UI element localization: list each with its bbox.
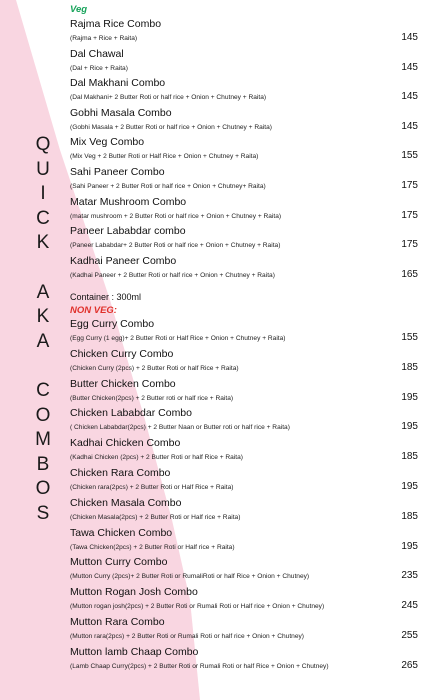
item-description: (Kadhai Chicken (2pcs) + 2 Butter Roti or half Rice + Raita) <box>70 454 243 462</box>
item-description: (matar mushroom + 2 Butter Roti or half rice + Onion + Chutney + Raita) <box>70 212 282 220</box>
item-description: (Mix Veg + 2 Butter Roti or Half Rice + Onion + Chutney + Raita) <box>70 153 259 161</box>
item-description: (Butter Chicken(2pcs) + 2 Butter roti or half rice + Raita) <box>70 394 234 402</box>
item-price: 175 <box>401 209 418 221</box>
item-name: Mutton Rogan Josh Combo <box>70 586 198 599</box>
item-name: Kadhai Chicken Combo <box>70 437 181 450</box>
item-price: 185 <box>401 361 418 373</box>
item-price: 195 <box>401 421 418 433</box>
item-price: 155 <box>401 150 418 162</box>
item-name: Dal Makhani Combo <box>70 77 166 90</box>
item-description: (Rajma + Rice + Raita) <box>70 35 138 42</box>
title-letter: K <box>36 306 50 328</box>
item-price: 165 <box>401 268 418 280</box>
item-description: (Chicken rara(2pcs) + 2 Butter Roti or Half Rice + Raita) <box>70 484 234 491</box>
title-letter: A <box>36 330 50 352</box>
item-name: Mutton Curry Combo <box>70 556 168 569</box>
item-name: Chicken Curry Combo <box>70 347 174 360</box>
item-description: (Dal Makhani+ 2 Butter Roti or half rice + Onion + Chutney + Raita) <box>70 94 267 102</box>
item-name: Mutton lamb Chaap Combo <box>70 645 199 658</box>
title-letter: C <box>36 207 50 229</box>
item-description: (Gobhi Masala + 2 Butter Roti or half rice + Onion + Chutney + Raita) <box>70 123 272 131</box>
item-name: Butter Chicken Combo <box>70 377 176 390</box>
item-name: Kadhai Paneer Combo <box>70 254 177 267</box>
veg-section-header: Veg <box>70 4 88 15</box>
item-description: (Mutton rara(2pcs) + 2 Butter Roti or Rumali Roti or half rice + Onion + Chutney) <box>70 633 304 640</box>
item-name: Gobhi Masala Combo <box>70 106 172 119</box>
item-price: 265 <box>401 659 418 671</box>
item-description: (Dal + Rice + Raita) <box>70 64 128 72</box>
item-name: Mix Veg Combo <box>70 136 145 149</box>
item-name: Sahi Paneer Combo <box>70 166 165 178</box>
item-name: Matar Mushroom Combo <box>70 195 187 208</box>
title-letter: K <box>36 232 50 254</box>
item-description: (Mutton rogan josh(2pcs) + 2 Butter Roti or Rumali Roti or Half rice + Onion + Chutney) <box>70 603 325 611</box>
title-letter: Q <box>35 134 51 155</box>
item-name: Chicken Rara Combo <box>70 467 171 479</box>
quick-aka-combos-title <box>30 133 56 527</box>
item-description: (Sahi Paneer + 2 Butter Roti or half rice + Onion + Chutney+ Raita) <box>70 183 266 190</box>
item-name: Chicken Masala Combo <box>70 496 182 509</box>
item-price: 145 <box>401 120 418 132</box>
item-price: 255 <box>401 630 418 641</box>
item-name: Tawa Chicken Combo <box>70 526 173 539</box>
item-description: (Tawa Chicken(2pcs) + 2 Butter Roti or Half rice + Raita) <box>70 543 235 551</box>
item-description: (Mutton Curry (2pcs)+ 2 Butter Roti or RumaliRoti or half Rice + Onion + Chutney) <box>70 573 310 581</box>
title-letter: U <box>36 158 50 180</box>
item-price: 145 <box>401 32 418 43</box>
item-description: (Chicken Masala(2pcs) + 2 Butter Roti or Half rice + Raita) <box>70 513 241 521</box>
item-description: (Chicken Curry (2pcs) + 2 Butter Roti or half Rice + Raita) <box>70 364 239 372</box>
item-name: Dal Chawal <box>70 47 124 60</box>
item-description: (Kadhai Paneer + 2 Butter Roti or half rice + Onion + Chutney + Raita) <box>70 271 275 279</box>
item-name: Egg Curry Combo <box>70 318 155 330</box>
item-description: (Paneer Lababdar+ 2 Butter Roti or half rice + Onion + Chutney + Raita) <box>70 242 281 250</box>
item-price: 195 <box>401 540 418 552</box>
title-letter: A <box>36 281 50 303</box>
title-letter: B <box>36 453 50 475</box>
item-description: (Egg Curry (1 egg)+ 2 Butter Roti or Half Rice + Onion + Chutney + Raita) <box>70 335 286 342</box>
item-price: 155 <box>401 332 418 343</box>
title-letter: O <box>35 478 51 500</box>
item-price: 145 <box>401 61 418 73</box>
item-price: 175 <box>401 239 418 251</box>
item-price: 185 <box>401 451 418 463</box>
item-price: 175 <box>401 180 418 191</box>
item-name: Chicken Lababdar Combo <box>70 407 192 420</box>
title-letter: S <box>36 502 50 524</box>
item-price: 185 <box>401 510 418 522</box>
title-letter: M <box>35 429 51 451</box>
item-price: 245 <box>401 600 418 612</box>
item-price: 195 <box>401 481 418 492</box>
item-description: (Lamb Chaap Curry(2pcs) + 2 Butter Roti or Rumali Roti or half Rice + Onion + Chutney) <box>70 662 329 670</box>
nonveg-section-header: NON VEG: <box>70 305 117 316</box>
item-name: Paneer Lababdar combo <box>70 225 186 238</box>
item-name: Rajma Rice Combo <box>70 18 162 30</box>
item-name: Mutton Rara Combo <box>70 616 165 628</box>
title-letter: O <box>35 404 51 426</box>
item-price: 195 <box>401 391 418 403</box>
item-price: 235 <box>401 570 418 582</box>
container-note: Container : 300ml <box>70 292 142 302</box>
item-description: ( Chicken Lababdar(2pcs) + 2 Butter Naan or Butter roti or half rice + Raita) <box>70 424 290 432</box>
title-letter: I <box>40 183 46 205</box>
item-price: 145 <box>401 91 418 103</box>
title-letter: C <box>36 379 50 401</box>
